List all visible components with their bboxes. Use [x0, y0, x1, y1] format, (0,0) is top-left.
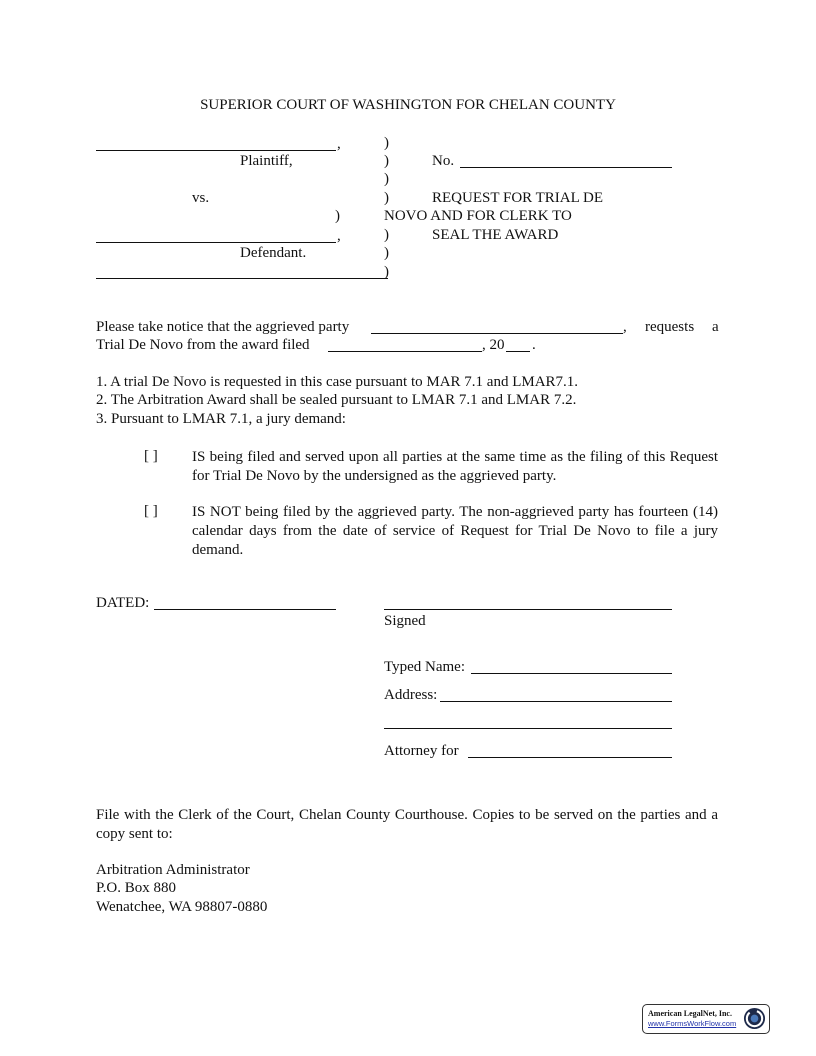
option-2-checkbox[interactable]: [ ] [144, 503, 158, 519]
notice-intro: Please take notice that the aggrieved party [96, 319, 350, 335]
case-no-label: No. [432, 153, 455, 169]
american-legalnet-logo[interactable] [642, 1004, 770, 1034]
signature-line[interactable] [384, 609, 672, 610]
signed-label: Signed [384, 613, 426, 629]
logo-company: American LegalNet, Inc. [648, 1009, 732, 1018]
notice-comma: , [623, 319, 627, 335]
attorney-for-field[interactable] [468, 757, 672, 758]
aggrieved-party-field[interactable] [371, 333, 623, 334]
dated-field[interactable] [154, 609, 336, 610]
caption-paren-extra: ) [335, 208, 340, 224]
vs-label: vs. [192, 190, 210, 206]
logo-url[interactable]: www.FormsWorkFlow.com [648, 1019, 737, 1028]
option-1-checkbox[interactable]: [ ] [144, 448, 158, 464]
notice-line2: Trial De Novo from the award filed [96, 337, 310, 353]
address-field[interactable] [440, 701, 672, 702]
admin-city-line: Wenatchee, WA 98807-0880 [96, 899, 268, 915]
doc-title-line2: NOVO AND FOR CLERK TO [384, 208, 572, 224]
address-field-line2[interactable] [384, 728, 672, 729]
defendant-name-line[interactable] [96, 242, 336, 243]
globe-icon [743, 1007, 766, 1030]
caption-bottom-line [96, 278, 388, 279]
typed-name-field[interactable] [471, 673, 672, 674]
caption-paren: ) [384, 135, 389, 151]
notice-year-prefix: , 20 [482, 337, 505, 353]
attorney-for-label: Attorney for [384, 743, 459, 759]
plaintiff-label: Plaintiff, [240, 153, 293, 169]
notice-a: a [712, 319, 719, 335]
doc-title-line1: REQUEST FOR TRIAL DE [432, 190, 603, 206]
item-2: 2. The Arbitration Award shall be sealed pursuant to LMAR 7.1 and LMAR 7.2. [96, 392, 577, 408]
defendant-comma: , [337, 228, 341, 244]
award-year-field[interactable] [506, 351, 530, 352]
caption-paren: ) [384, 171, 389, 187]
notice-requests: requests [645, 319, 695, 335]
court-title: SUPERIOR COURT OF WASHINGTON FOR CHELAN COUNTY [200, 97, 616, 113]
caption-paren: ) [384, 190, 389, 206]
address-label: Address: [384, 687, 438, 703]
item-3: 3. Pursuant to LMAR 7.1, a jury demand: [96, 411, 346, 427]
case-no-field[interactable] [460, 167, 672, 168]
admin-po-box: P.O. Box 880 [96, 880, 177, 896]
caption-paren: ) [384, 227, 389, 243]
caption-paren: ) [384, 245, 389, 261]
doc-title-line3: SEAL THE AWARD [432, 227, 559, 243]
notice-end: . [532, 337, 536, 353]
award-date-field[interactable] [328, 351, 482, 352]
plaintiff-comma: , [337, 136, 341, 152]
typed-name-label: Typed Name: [384, 659, 466, 675]
option-1-text: IS being filed and served upon all parties at the same time as the filing of this Request for Trial De Novo by the undersigned as the aggrieved party. [192, 449, 718, 484]
dated-label: DATED: [96, 595, 150, 611]
defendant-label: Defendant. [240, 245, 307, 261]
option-2-text: IS NOT being filed by the aggrieved party. The non-aggrieved party has fourteen (14) calendar days from the date of service of Request for Trial De Novo to file a jury demand. [192, 504, 718, 558]
filing-instructions: File with the Clerk of the Court, Chelan County Courthouse. Copies to be served on the parties and a copy sent to: [96, 807, 718, 842]
caption-paren: ) [384, 264, 389, 280]
item-1: 1. A trial De Novo is requested in this case pursuant to MAR 7.1 and LMAR7.1. [96, 374, 579, 390]
admin-name: Arbitration Administrator [96, 862, 250, 878]
plaintiff-name-line[interactable] [96, 150, 336, 151]
caption-paren: ) [384, 153, 389, 169]
